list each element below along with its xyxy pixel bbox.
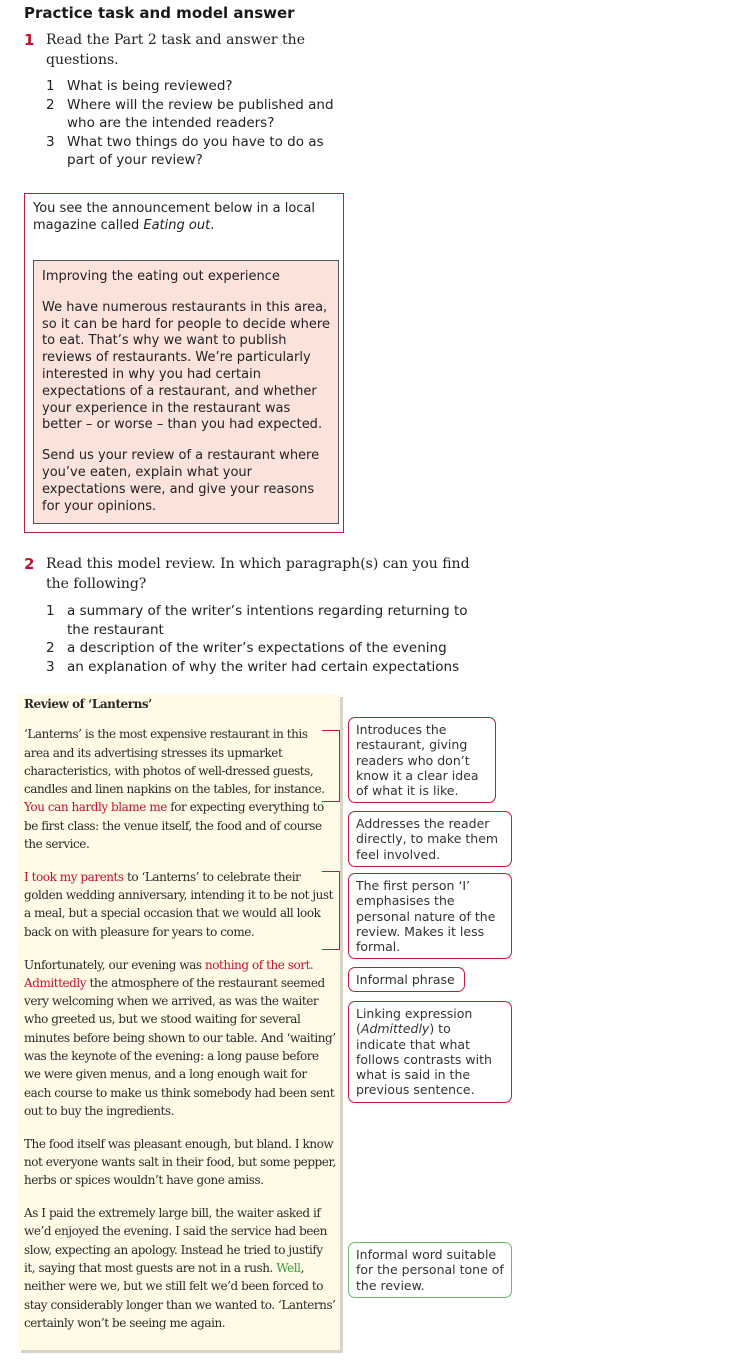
announcement-box [33, 260, 339, 524]
question-1-text: Read the Part 2 task and answer the questions. [46, 32, 305, 68]
list-item: 3 an explanation of why the writer had certain expectations [46, 658, 460, 675]
review-paragraph-2: I took my parents to ‘Lanterns’ to celebrate their golden wedding anniversary, intending it to be not just a meal, but a special occasion that we would all look back on with pleasure for years to come. [24, 869, 333, 939]
question-1-number: 1 [24, 31, 35, 49]
review-title: Review of ‘Lanterns’ [24, 697, 152, 711]
review-paragraph-1: ‘Lanterns’ is the most expensive restaurant in this area and its advertising stresses its upmarket characteristics, with photos of well-dressed guests, candles and linen napkins on the tables, for instance. You can hardly blame me for expecting everything to be first class: the venue itself, the food and of course the service. [24, 727, 325, 852]
annotation-note-informal-word: Informal word suitable for the personal tone of the review. [348, 1242, 512, 1298]
list-item: 1 a summary of the writer’s intentions regarding returning to the restaurant [46, 603, 468, 638]
annotation-note-linking-expression: Linking expression (Admittedly) to indicate that what follows contrasts with what is said in the previous sentence. [348, 1001, 512, 1103]
list-item: 1 What is being reviewed? [46, 78, 233, 94]
annotation-bracket [322, 871, 340, 950]
review-paragraph-3: Unfortunately, our evening was nothing of the sort. Admittedly the atmosphere of the restaurant seemed very welcoming when we arrived, as was the waiter who greeted us, but we stood waiting for several minutes before being shown to our table. And ‘waiting’ was the keynote of the evening: a long pause before we were given menus, and a long enough wait for each course to make us think somebody had been sent out to buy the ingredients. [24, 957, 336, 1118]
highlight-phrase: You can hardly blame me [24, 800, 167, 815]
annotation-note-addresses-reader: Addresses the reader directly, to make them feel involved. [348, 811, 512, 867]
question-2-text: Read this model review. In which paragraph(s) can you find the following? [46, 556, 470, 592]
list-item: 2 a description of the writer’s expectations of the evening [46, 640, 447, 656]
highlight-phrase: Admittedly [24, 975, 87, 990]
highlight-word: Well [276, 1261, 301, 1276]
annotation-bracket [322, 730, 340, 802]
task-intro: You see the announcement below in a local magazine called Eating out. [33, 201, 316, 233]
annotation-note-informal-phrase: Informal phrase [348, 967, 465, 992]
review-text [24, 695, 336, 1347]
announcement-paragraph-2: Send us your review of a restaurant where you’ve eaten, explain what your expectations were, and give your reasons for your opinions. [42, 448, 320, 514]
question-2-list [46, 602, 486, 676]
list-item: 2 Where will the review be published and who are the intended readers? [46, 96, 334, 131]
announcement-paragraph-1: We have numerous restaurants in this area, so it can be hard for people to decide where to eat. That’s why we want to publish reviews of restaurants. We’re particularly interested in why you had certain expectations of a restaurant, and whether your experience in the restaurant was better – or worse – than you had expected. [42, 299, 330, 433]
announcement-title: Improving the eating out experience [42, 269, 280, 284]
review-paragraph-5: As I paid the extremely large bill, the waiter asked if we’d enjoyed the evening. I said the service had been slow, expecting an apology. Instead he tried to justify it, saying that most guests are not in a rush. Well, neither were we, but we still felt we’d been forced to stay considerably longer than we wanted to. ‘Lanterns’ certainly won’t be seeing me again. [24, 1206, 336, 1330]
highlight-phrase: nothing of the sort [204, 957, 310, 972]
annotation-note-first-person: The first person ‘I’ emphasises the personal nature of the review. Makes it less formal. [348, 873, 512, 959]
annotation-note-introduction: Introduces the restaurant, giving readers who don’t know it a clear idea of what it is like. [348, 717, 496, 803]
highlight-phrase: I took my parents [24, 869, 124, 884]
review-paragraph-4: The food itself was pleasant enough, but bland. I know not everyone wants salt in their food, but some pepper, herbs or spices wouldn’t have gone amiss. [24, 1136, 336, 1188]
question-2-number: 2 [24, 555, 35, 573]
list-item: 3 What two things do you have to do as part of your review? [46, 133, 324, 168]
question-1-list [46, 77, 351, 170]
page-heading: Practice task and model answer [24, 4, 295, 22]
